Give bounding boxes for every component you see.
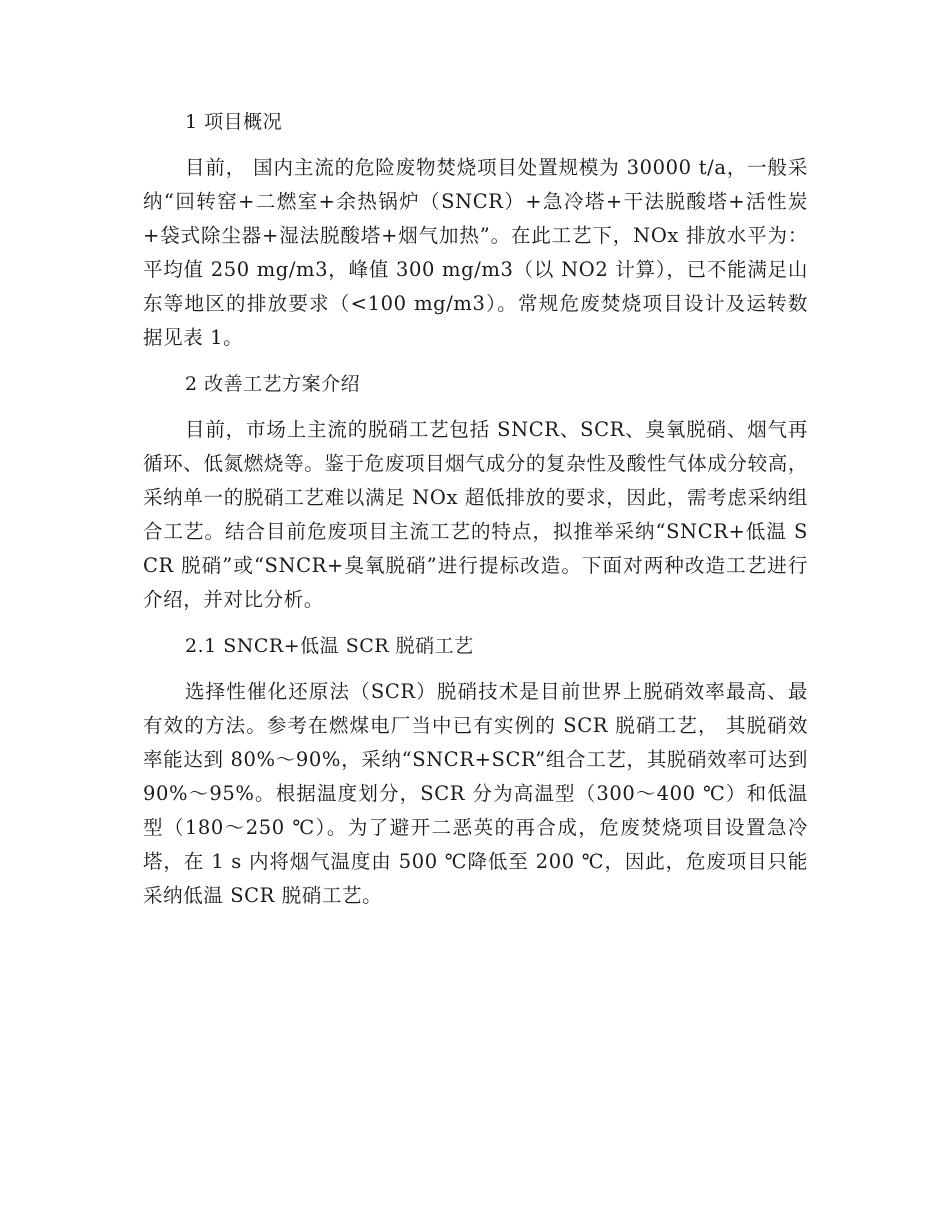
paragraph-project-overview: 目前， 国内主流的危险废物焚烧项目处置规模为 30000 t/a，一般采纳“回转窑+二燃室+余热锅炉（SNCR）+急冷塔+干法脱酸塔+活性炭+袋式除尘器+湿法脱酸塔+烟气加热”。在此工艺下，NOx 排放水平为：平均值 250 mg/m3，峰值 300 mg/m3（以 NO2 计算），已不能满足山东等地区的排放要求（<100 mg/m3）。常规危废焚烧项目设计及运转数据见表 1。 <box>143 156 808 349</box>
section-heading-sncr-scr: 2.1 SNCR+低温 SCR 脱硝工艺 <box>185 635 474 657</box>
section-heading-project-overview: 1 项目概况 <box>185 111 283 133</box>
section-heading-process-improvement: 2 改善工艺方案介绍 <box>185 373 361 395</box>
paragraph-sncr-scr: 选择性催化还原法（SCR）脱硝技术是目前世界上脱硝效率最高、最有效的方法。参考在燃煤电厂当中已有实例的 SCR 脱硝工艺， 其脱硝效率能达到 80%～90%，采纳“SNCR+SCR”组合工艺，其脱硝效率可达到 90%～95%。根据温度划分，SCR 分为高温型（300～400 ℃）和低温型（180～250 ℃）。为了避开二恶英的再合成，危废焚烧项目设置急冷塔，在 1 s 内将烟气温度由 500 ℃降低至 200 ℃，因此，危废项目只能采纳低温 SCR 脱硝工艺。 <box>143 680 808 907</box>
document-body <box>143 105 808 925</box>
paragraph-process-improvement: 目前，市场上主流的脱硝工艺包括 SNCR、SCR、臭氧脱硝、烟气再循环、低氮燃烧等。鉴于危废项目烟气成分的复杂性及酸性气体成分较高， 采纳单一的脱硝工艺难以满足 NOx 超低排放的要求，因此，需考虑采纳组合工艺。结合目前危废项目主流工艺的特点，拟推举采纳“SNCR+低温 SCR 脱硝”或“SNCR+臭氧脱硝”进行提标改造。下面对两种改造工艺进行介绍，并对比分析。 <box>143 418 808 611</box>
